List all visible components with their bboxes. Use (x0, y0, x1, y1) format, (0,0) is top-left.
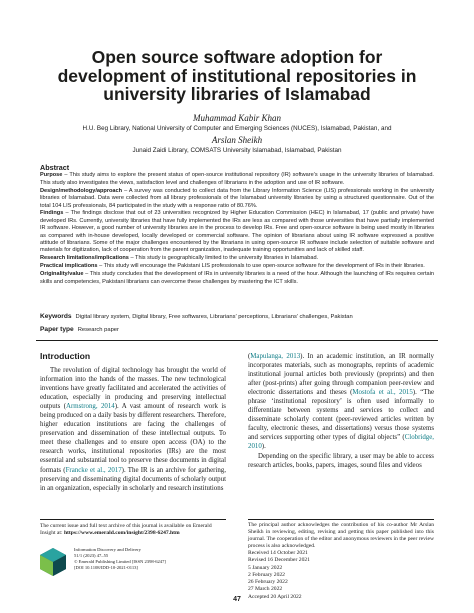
citation-link[interactable]: Clobridge, 2010 (248, 434, 434, 451)
journal-name: Information Discovery and Delivery (74, 547, 141, 552)
author-affiliation-2: Junaid Zaidi Library, COMSATS University Islamabad, Islamabad, Pakistan (132, 147, 342, 154)
body-text: ). (261, 443, 266, 451)
journal-publisher: © Emerald Publishing Limited [ISSN 2398-6247] (74, 559, 166, 564)
date-revised: Revised 16 December 2021 (248, 557, 310, 564)
body-text: ). In an academic institution, an IR normally incorporates materials, such as monographs, reprints of academic institutional journal articles both previously (preprints) and then after (post-prints) after going through companion peer-review and electronic dissertations and theses ( (248, 353, 434, 397)
citation-link[interactable]: Mapulanga, 2013 (250, 353, 301, 360)
date-revised: 5 January 2022 (248, 564, 283, 571)
introduction-heading: Introduction (40, 351, 91, 361)
abstract-text: – This study concludes that the development of IRs in university libraries is a need of the hour. Although the launching of IRs requires certain skills and competencies, Pakistani librarians can overcome these challenges by mastering the ICT skills. (40, 271, 434, 285)
keywords-text: Digital library system, Digital library, Free softwares, Librarians’ perceptions, Librarians’ challenges, Pakistan (75, 314, 353, 320)
abstract-practical (40, 263, 434, 270)
intro-paragraph-1-cont (248, 352, 434, 452)
title-line-1: Open source software adoption for (91, 47, 383, 67)
citation-link[interactable]: Francke et al., 2017 (65, 466, 122, 474)
section-divider (36, 340, 438, 341)
abstract-block (40, 164, 434, 287)
abstract-text: – This study will encourage the Pakistani LIS professionals to use open-source software for the development of IRs in their libraries. (97, 263, 425, 270)
author-name-1: Muhammad Kabir Khan (192, 113, 281, 123)
archive-note (40, 523, 226, 537)
paper-type-label: Paper type (40, 326, 74, 333)
abstract-text: – This study is geographically limited to the university libraries in Islamabad. (128, 255, 319, 262)
history-dates (248, 550, 434, 601)
citation-link[interactable]: Mostofa et al., 2015 (352, 389, 413, 397)
title-line-2: development of institutional repositories in (57, 65, 417, 86)
page-number: 47 (233, 596, 241, 603)
intro-column-right (248, 352, 434, 470)
abstract-purpose (40, 172, 434, 187)
abstract-label: Design/methodology/approach (40, 187, 123, 194)
footnote-rule-right (248, 519, 434, 520)
abstract-text: – The findings disclose that out of 23 universities recognized by Higher Education Commission (HEC) in Islamabad, 17 (public and private) have developed IRs. Currently, university libraries that have fully implemented the IRs are less as compared with those universities that have partially implemented IR software. However, a good number of university libraries are in the process to develop IRs. Free and open-source software is being used mostly in libraries as compared with in-house developed, locally developed or commercial software. The opinion of librarians about using IR software expressed a positive attitude of librarians. Some of the major challenges encountered by the librarians in using open-source IR software include selection of suitable software and materials for digitization, lack of cooperation from the parent organization, inadequate training opportunities and lack of skilled staff. (40, 210, 434, 254)
paper-type-line (40, 326, 434, 333)
abstract-label: Findings (40, 210, 64, 217)
date-revised: 27 March 2022 (248, 586, 283, 593)
abstract-heading: Abstract (40, 163, 70, 172)
emerald-logo-icon (38, 547, 68, 577)
article-title (40, 48, 434, 104)
abstract-text: – A survey was conducted to collect data from the Library Information Science (LIS) professionals working in the university libraries of Islamabad. Data were collected from all library professionals of the Islamabad university libraries by using a structured questionnaire. Out of the total 104 LIS professionals, 84 participated in the study with a response ratio of 80.76%. (40, 187, 434, 209)
author-name-2: Arslan Sheikh (211, 135, 263, 145)
archive-line: The current issue and full text archive of this journal is available on Emerald Insight at: (40, 523, 212, 536)
keywords-label: Keywords (40, 313, 72, 320)
paper-type-text: Research paper (77, 327, 119, 333)
body-text: The revolution of digital technology has brought the world of information into the hands of the masses. The new technological inventions have greatly facilitated and accelerated the activities of education, especially in producing and preserving intellectual outputs ( (40, 367, 226, 411)
abstract-label: Practical implications (40, 263, 98, 270)
abstract-label: Originality/value (40, 271, 84, 278)
abstract-findings (40, 210, 434, 254)
date-revised: 26 February 2022 (248, 579, 288, 586)
archive-url-link[interactable]: https://www.emerald.com/insight/2398-6247.htm (63, 530, 180, 536)
date-revised: 2 February 2022 (248, 571, 285, 578)
footnote-rule-left (40, 519, 226, 520)
abstract-text: – This study aims to explore the present status of open-source institutional repository (IR) software’s usage in the university libraries of Islamabad. This study also investigates the views, satisfaction level and challenges of librarians in the adoption and use of IR software. (40, 172, 434, 186)
keywords-line (40, 313, 434, 320)
date-accepted: Accepted 20 April 2022 (248, 593, 302, 600)
abstract-label: Purpose (40, 172, 63, 179)
body-text: ( (248, 353, 251, 360)
title-line-3: university libraries of Islamabad (103, 84, 371, 104)
journal-volume: 51/1 (2023) 47–55 (74, 553, 109, 558)
body-text: ). “The phrase ‘institutional repository’ is often used informally to differentiate between systems and services to collect and disseminate scholarly content (peer-reviewed articles written by faculty, electronic theses, and dissertations) versus those systems and services supporting other types of digital objects” ( (248, 389, 435, 442)
abstract-design (40, 188, 434, 210)
abstract-label: Research limitations/implications (40, 255, 129, 262)
body-text: ). A vast amount of research work is being produced on a daily basis by different researchers. Therefore, higher education institutions are facing the challenges of preservation and dissemination of these intellectual outputs. To meet these challenges and to ensure open access (OA) to the research works, institutional repositories (IRs) are the most essential and substantial tool to preserve these documents in digital formats ( (40, 403, 226, 474)
abstract-limitations (40, 255, 434, 262)
acknowledgement-note: The principal author acknowledges the contribution of his co-author Mr Arslan Sheikh in reviewing, editing, revising and getting this paper published into this journal. The cooperation of the editor and anonymous reviewers in the peer review process is also acknowledged. (248, 522, 434, 549)
abstract-originality (40, 271, 434, 286)
body-text: ). The IR is an archive for gathering, preserving and disseminating digital documents of scholarly output in an organization, especially in scholarly and research institutions (40, 466, 226, 492)
date-received: Received 14 October 2021 (248, 550, 308, 556)
journal-doi: [DOI 10.1108/IDD-10-2021-0113] (74, 565, 138, 570)
journal-info (74, 547, 224, 571)
intro-column-left (40, 366, 226, 493)
intro-paragraph-1 (40, 366, 226, 493)
citation-link[interactable]: Armstrong, 2014 (65, 403, 115, 411)
author-affiliation-1: H.U. Beg Library, National University of Computer and Emerging Sciences (NUCES), Islamabad, Pakistan, and (82, 125, 392, 132)
intro-paragraph-2: Depending on the specific library, a user may be able to access research articles, books, papers, images, sound files and videos (248, 452, 434, 469)
